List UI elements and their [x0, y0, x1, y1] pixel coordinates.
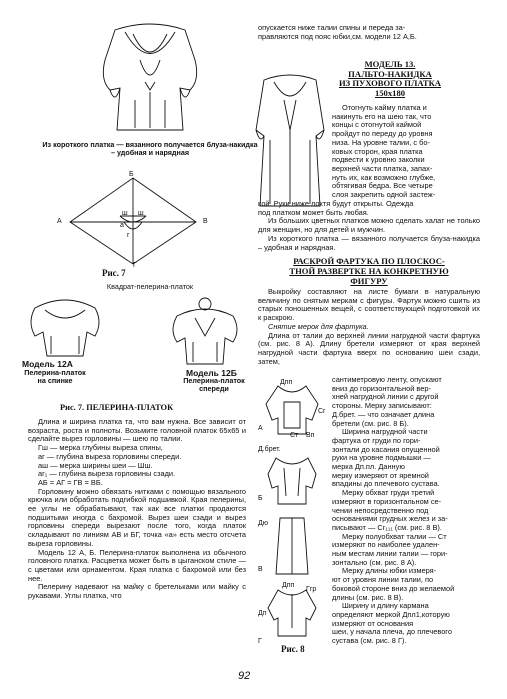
model-12a-title: Модель 12А [22, 359, 73, 369]
diagram-label-g: Г [133, 262, 137, 269]
text-line: измеряют от основания [332, 618, 414, 628]
text-line: Ширину и длину кармана [342, 601, 429, 611]
blouse-caption: Из короткого платка — вязанного получается блуза-накидка – удобная и нарядная [42, 140, 258, 158]
fig8-label-vp: Вп [306, 432, 315, 439]
text-line: чении непосредственно под [332, 505, 429, 515]
apron-heading [258, 257, 480, 286]
model-13-heading [330, 60, 450, 98]
text-line: верхней части платка, запах- [332, 163, 433, 173]
fig8-label-dpp: Дпп [280, 379, 293, 386]
diagram-label-g-small: г [127, 232, 130, 239]
model-13-line: 150х180 [374, 87, 406, 98]
model-12a-caption: Пелерина-платок на спинке [24, 368, 86, 386]
diagram-label-v: В [203, 218, 208, 225]
text-line: ным местам линии талии — гори- [332, 549, 448, 559]
text-line: пройдут по переду до уровня [332, 129, 433, 139]
diagram-label-sh-left: ш [122, 210, 128, 217]
left-paragraph: Длина и ширина платка та, что вам нужна. Все зависит от возраста, роста и полноты. Возьмите головной платок 65х65 и сделайте вырез горловины — шею по талии. [28, 417, 246, 444]
text-line: обтягивая бедра. Все четыре [332, 181, 433, 191]
model-13-line: МОДЕЛЬ 13. [364, 59, 416, 69]
text-line: измеряют по наиболее удален- [332, 540, 440, 550]
model-13-line: ИЗ ПУХОВОГО ПЛАТКА [338, 78, 442, 89]
text-line: накинуть его на шею так, что [332, 111, 432, 121]
figure-7-caption: Рис. 7 [102, 268, 126, 278]
text-line: впадины до плечевого сустава. [332, 479, 440, 489]
diagram-label-a-small: а [120, 222, 124, 229]
apron-heading-line: ТНОЙ РАЗВЕРТКЕ НА КОНКРЕТНУЮ [289, 265, 449, 276]
text-line: концы с отогнутой каймой [332, 120, 422, 130]
right-paragraph: Из больших цветных платков можно сделать халат не только для женщин, но для детей и мужчин. [258, 216, 480, 235]
right-paragraph: Из короткого платка — вязанного получается блуза-накидка – удобная и нарядная. [258, 233, 480, 252]
text-line: длины (см. рис. 8 В). [332, 592, 404, 602]
fig8-label-a: А [258, 425, 263, 432]
left-paragraph: аг₁ — глубина выреза горловины сзади. [38, 469, 176, 479]
text-line: основаниями грудных желез и за- [332, 514, 448, 524]
text-line: Мерку длины юбки измеря- [342, 566, 437, 576]
apron-heading-line: РАСКРОЙ ФАРТУКА ПО ПЛОСКОС- [293, 256, 445, 266]
text-line: зонтали до касания опущенной [332, 444, 440, 454]
text-line: Отогнуть кайму платка и [342, 103, 427, 112]
fig8-label-b: Б [258, 495, 263, 502]
left-paragraph: Горловину можно обвязать нитками с помощью вязального крючка или обработать подгибкой подшивкой. Края пелерины, ее углы не обрабатывают, так как все платки продаются подшитыми иногда с бахромой. Вырез шеи сзади и вырез горловины спереди вырезают после того, когда платок складывают по линиям АВ и БГ, точка «а» есть место отсчета выреза горловины. [28, 486, 246, 548]
text-line: руки на уровне подмышки — [332, 453, 431, 463]
fig8-label-dbret: Д.брет. [258, 446, 281, 453]
text-line: измеряют в горизонтальном се- [332, 496, 442, 506]
text-line: слоя закрепить одной застеж- [332, 190, 436, 200]
left-paragraph: Гш — мерка глубины выреза спины, [38, 443, 163, 453]
model-12b-illustration [165, 296, 245, 366]
text-line: стороны. Мерку записывают: [332, 401, 432, 411]
model-13-line: ПАЛЬТО-НАКИДКА [348, 68, 432, 79]
model-12b-title: Модель 12Б [186, 368, 237, 378]
text-line: правляются под пояс юбки,см. модели 12 А,Б. [258, 31, 417, 41]
text-line: фартука от груди по гори- [332, 435, 421, 445]
text-line: хней нагрудной линии с другой [332, 392, 439, 402]
fig8-label-dpp2: Дпп [282, 582, 295, 589]
text-line: Ширина нагрудной части [342, 427, 428, 437]
fig8-label-dyu: Дю [258, 520, 268, 527]
text-line: ют от уровня линии талии, по [332, 575, 434, 585]
text-line: сантиметровую ленту, опускают [332, 375, 442, 384]
text-line: под платком может быть любая. [258, 207, 369, 217]
text-line: сустава (см. рис. 8 Г). [332, 636, 407, 646]
apron-paragraph: Длина от талии до верхней линии нагрудной части фартука (см. рис. 8 А). Длину бретели измеряют от края верхней нагрудной части фартука вверх по основанию шеи сзади, затем, [258, 330, 480, 366]
left-paragraph: Модель 12 А, Б. Пелерина-платок выполнена из обычного головного платка. Расцветка может быть в цыганском стиле — с цветами или орнаментом. Края платка с бахромой или без нее. [28, 547, 246, 583]
top-right-text [258, 24, 480, 41]
text-line: мерка Дп.пл. Данную [332, 462, 405, 472]
square-cape-subcaption: Квадрат-пелерина-платок [106, 282, 194, 291]
diagram-label-a: А [57, 218, 62, 225]
text-line: Д.брет. — что означает длина [332, 409, 435, 419]
text-line: писывают — Сг₁₁₁ (см. рис. 8 В). [332, 522, 442, 532]
fig8-label-g: Г [258, 638, 262, 645]
model-13-text-wide [258, 200, 480, 252]
figure-8-illustrations [262, 378, 332, 658]
diagram-label-sh-right: ш [138, 210, 144, 217]
fig8-label-sg: Сг [318, 408, 326, 415]
apron-subheading: Снятие мерок для фартука. [268, 321, 369, 331]
text-line: Мерку обхват груди третий [342, 488, 435, 498]
text-line: кой. Руки ниже локтя будут открыты. Одежда [258, 199, 414, 208]
fig8-label-st: Ст [290, 432, 299, 439]
figure-8-caption: Рис. 8 [281, 644, 305, 654]
text-line: бретели (см. рис. 8 Б). [332, 418, 409, 428]
page-number: 92 [238, 670, 251, 682]
text-line: боковой стороне вниз до желаемой [332, 583, 455, 593]
text-line: ковых сторон, края платка [332, 146, 423, 156]
left-paragraph: Пелерину надевают на майку с бретельками или майку с рукавами. Углы платка, что [28, 582, 246, 601]
apron-intro-text [258, 288, 480, 366]
text-line: нуть их, как возможно глубже, [332, 172, 436, 182]
fig8-label-v: В [258, 566, 263, 573]
model-13-text [332, 104, 480, 200]
left-paragraph: АБ = АГ = ГВ = ВБ. [38, 477, 103, 487]
fig8-label-dp1: Дп [258, 610, 267, 617]
left-paragraph: аг — глубина выреза горловины спереди. [38, 451, 182, 461]
apron-heading-line: ФИГУРУ [350, 275, 388, 286]
text-line: шеи, у начала плеча, до плечевого [332, 627, 452, 637]
text-line: зонтально (см. рис. 8 А). [332, 557, 417, 567]
text-line: мерку измеряют от яремной [332, 470, 429, 480]
left-paragraph: аш — мерка ширины шеи — Шш. [38, 460, 153, 470]
model-12a-illustration [25, 296, 105, 358]
apron-intro: Выкройку составляют на листе бумаги в натуральную величину по снятым меркам с фигуры. Фартук можно сшить из старых поношенных вещей, с соответствующей подготовкой их к раскрою. [258, 287, 480, 323]
figure-7-heading: Рис. 7. ПЕЛЕРИНА-ПЛАТОК [60, 403, 174, 412]
text-line: подвести к уровню заколки [332, 155, 425, 165]
diagram-label-b: Б [129, 171, 134, 178]
text-line: вниз до горизонтальной вер- [332, 383, 431, 393]
coat-cape-illustration [250, 70, 330, 210]
text-line: Мерку полуобхват талии — Ст [342, 531, 447, 541]
square-cape-diagram [68, 176, 198, 266]
text-line: низа. На уровне талии, с бо- [332, 137, 430, 147]
blouse-cape-illustration [95, 20, 205, 135]
text-line: определяют меркой Дпл1,которую [332, 609, 450, 619]
model-12b-caption: Пелерина-платок спереди [183, 376, 245, 394]
fig8-label-ggr: Ггр [306, 586, 317, 593]
left-column-text [28, 418, 246, 601]
figure-8-text [332, 376, 480, 646]
text-line: опускается ниже талии спины и переда за- [258, 23, 406, 32]
